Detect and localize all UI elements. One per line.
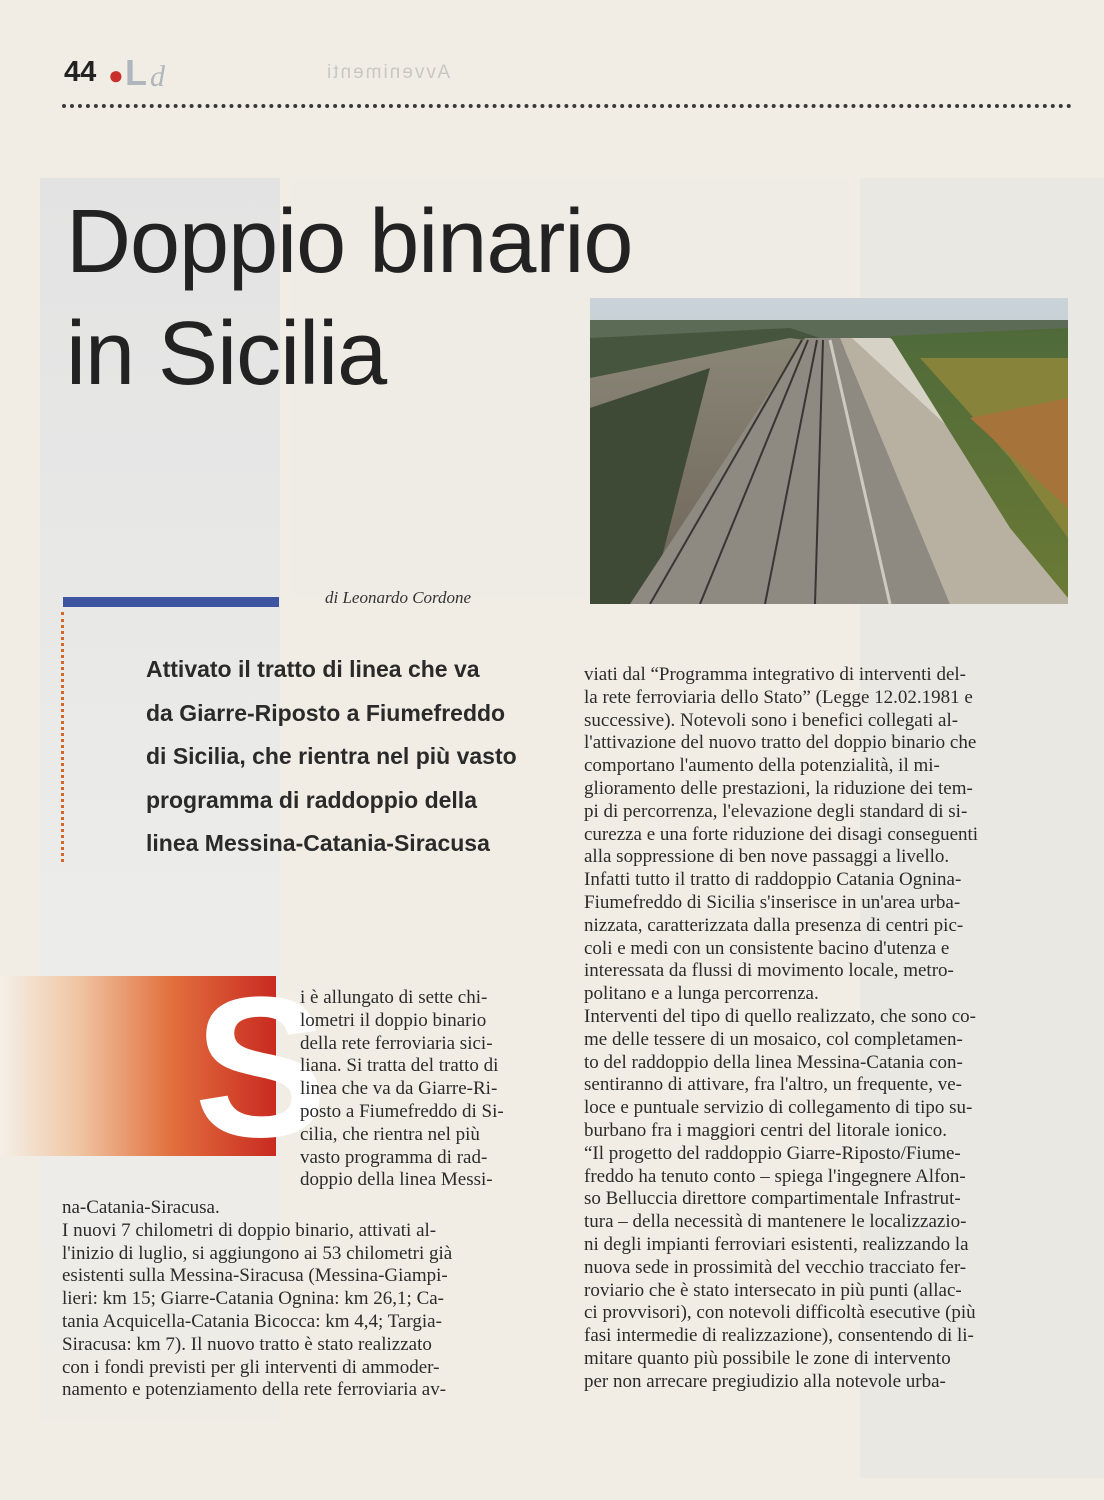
body-line: liana. Si tratta del tratto di [300,1055,499,1077]
title-line-2: in Sicilia [66,304,387,404]
body-line: I nuovi 7 chilometri di doppio binario, attivati al- [62,1219,437,1241]
body-line: doppio della linea Messi- [300,1169,493,1191]
body-line: to del raddoppio della linea Messina-Catania con- [584,1051,963,1073]
body-line: per non arrecare pregiudizio alla notevole urba- [584,1370,946,1392]
body-line: l'inizio di luglio, si aggiungono ai 53 chilometri già [62,1242,453,1264]
byline: di Leonardo Cordone [325,588,472,607]
body-text-right [584,664,978,1394]
lead-line: programma di raddoppio della [146,786,477,813]
body-line: nuova sede in prossimità del vecchio tracciato fer- [584,1256,967,1278]
body-line: comportano l'aumento della potenzialità, il mi- [584,755,940,777]
body-line: tania Acquicella-Catania Bicocca: km 4,4; Targia- [62,1310,442,1332]
lead-line: di Sicilia, che rientra nel più vasto [146,743,517,769]
body-line: Infatti tutto il tratto di raddoppio Catania Ognina- [584,869,962,891]
body-line: ni degli impianti ferroviari esistenti, realizzando la [584,1233,969,1255]
body-line: della rete ferroviaria sici- [300,1032,493,1054]
magazine-logo-suffix: d [150,60,165,93]
header-dotted-rule [62,104,1072,108]
body-line: namento e potenziamento della rete ferroviaria av- [62,1379,447,1401]
body-line: pi di percorrenza, l'elevazione degli standard di si- [584,800,968,822]
body-line: freddo ha tenuto conto – spiega l'ingegnere Alfon- [584,1165,966,1187]
body-line: linea che va da Giarre-Ri- [300,1078,498,1100]
lead-line: linea Messina-Catania-Siracusa [146,830,490,856]
body-text-left-top [300,987,504,1192]
railway-photo-illustration [590,298,1068,604]
accent-dotted-line [61,612,64,862]
drop-cap: S [194,956,328,1179]
body-line: roviario che è stato intersecato in più punti (allac- [584,1279,962,1301]
lead-paragraph [146,648,566,866]
body-line: la rete ferroviaria dello Stato” (Legge 12.02.1981 e [584,686,973,708]
body-line: me delle tessere di un mosaico, col completamen- [584,1028,963,1050]
body-line: posto a Fiumefreddo di Si- [300,1100,504,1122]
body-line: fasi intermedie di realizzazione), consentendo di li- [584,1325,974,1347]
body-line: coli e medi con un consistente bacino d'utenza e [584,937,950,959]
body-line: interessata da flussi di movimento locale, metro- [584,960,954,982]
body-line: Interventi del tipo di quello realizzato, che sono co- [584,1005,976,1027]
lead-line: da Giarre-Riposto a Fiumefreddo [146,699,506,726]
article-title [66,186,632,410]
body-line: so Belluccia direttore compartimentale Infrastrut- [584,1188,961,1210]
bullet-dot-icon: ● [108,60,124,90]
body-line: Siracusa: km 7). Il nuovo tratto è stato realizzato [62,1333,432,1355]
railway-photo [590,298,1068,604]
body-line: lieri: km 15; Giarre-Catania Ognina: km 26,1; Ca- [62,1288,445,1310]
body-line: na-Catania-Siracusa. [62,1197,220,1218]
body-line: con i fondi previsti per gli interventi di ammoder- [62,1356,440,1378]
body-line: esistenti sulla Messina-Siracusa (Messina-Giampi- [62,1265,448,1287]
body-line: alla soppressione di ben nove passaggi a livello. [584,846,950,868]
body-line: loce e puntuale servizio di collegamento di tipo su- [584,1097,973,1119]
page-number: 44 [64,56,97,88]
body-line: “Il progetto del raddoppio Giarre-Riposto/Fiume- [584,1142,961,1164]
body-line: glioramento delle prestazioni, la riduzione dei tem- [584,777,973,799]
magazine-logo: L [125,52,147,93]
body-line: ci provvisori), con notevoli difficoltà esecutive (più [584,1302,976,1324]
body-line: curezza e una forte riduzione dei disagi conseguenti [584,823,979,845]
accent-blue-bar [63,597,279,607]
body-line: viati dal “Programma integrativo di interventi del- [584,664,966,685]
body-line: mitare quanto più possibile le zone di intervento [584,1347,951,1369]
body-line: successive). Notevoli sono i benefici collegati al- [584,709,959,731]
body-line: l'attivazione del nuovo tratto del doppio binario che [584,732,977,754]
body-line: nizzata, caratterizzata dalla presenza di centri pic- [584,914,964,936]
title-line-1: Doppio binario [66,192,633,292]
section-label: Avvenimenti [325,62,451,83]
body-line: i è allungato di sette chi- [300,987,488,1008]
body-line: vasto programma di rad- [300,1146,488,1168]
body-line: politano e a lunga percorrenza. [584,983,819,1005]
body-line: Fiumefreddo di Sicilia s'inserisce in un'area urba- [584,891,961,913]
body-line: cilia, che rientra nel più [300,1123,480,1145]
body-line: tura – della necessità di mantenere le localizzazio- [584,1211,967,1233]
body-line: burbano fra i maggiori centri del litorale ionico. [584,1119,947,1141]
lead-line: Attivato il tratto di linea che va [146,656,480,682]
body-line: sentiranno di attivare, fra l'altro, un frequente, ve- [584,1074,962,1096]
body-text-left-bottom [62,1197,452,1402]
body-line: lometri il doppio binario [300,1009,487,1031]
